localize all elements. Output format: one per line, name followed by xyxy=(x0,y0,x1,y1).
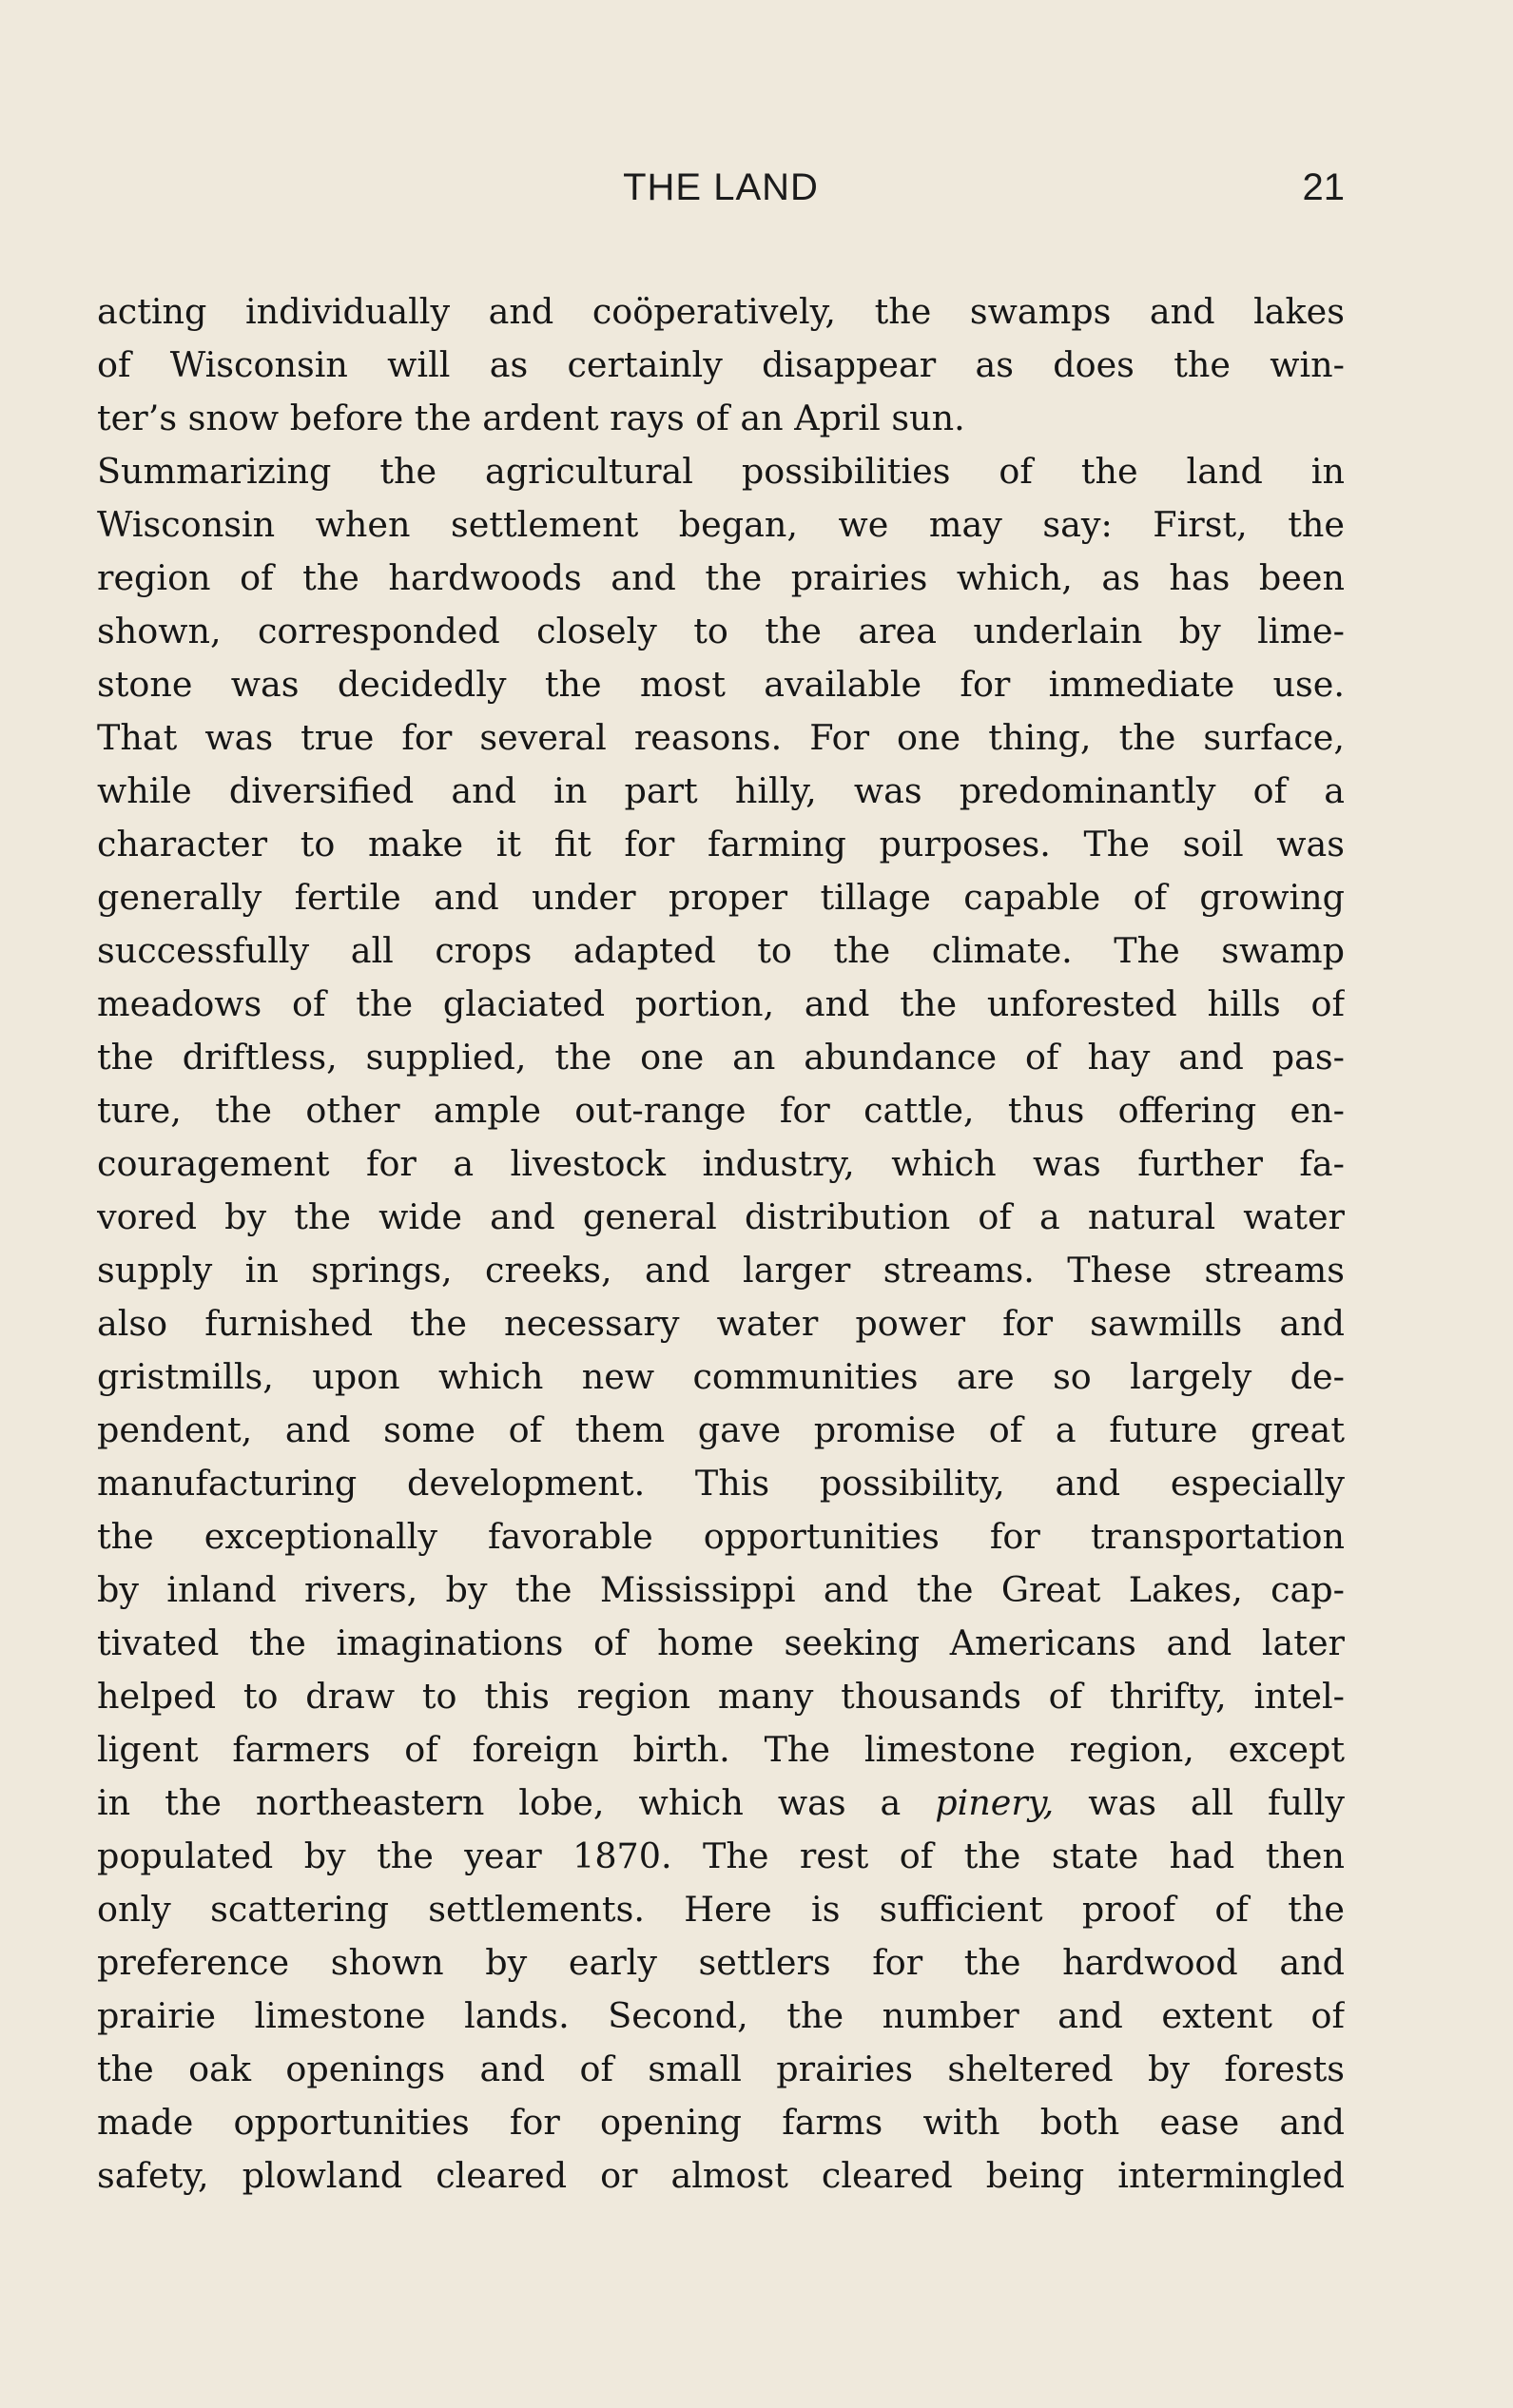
text-line: also furnished the necessary water power for sawmills and xyxy=(97,1303,1345,1344)
text-line: of Wisconsin will as certainly disappear as does the win- xyxy=(97,344,1345,385)
text-line: made opportunities for opening farms with both ease and xyxy=(97,2102,1345,2143)
text-line: the driftless, supplied, the one an abundance of hay and pas- xyxy=(97,1037,1345,1078)
text-line: manufacturing development. This possibility, and especially xyxy=(97,1463,1345,1504)
text-line: safety, plowland cleared or almost cleared being intermingled xyxy=(97,2155,1345,2196)
text-line: Summarizing the agricultural possibilities of the land in xyxy=(97,451,1345,492)
text-line: ture, the other ample out-range for cattle, thus offering en- xyxy=(97,1090,1345,1131)
text-line: while diversified and in part hilly, was predominantly of a xyxy=(97,770,1345,811)
chapter-title: THE LAND xyxy=(623,166,819,208)
text-line: character to make it fit for farming purposes. The soil was xyxy=(97,824,1345,864)
line-part: in the northeastern lobe, which was a xyxy=(97,1782,936,1823)
text-line: helped to draw to this region many thousands of thrifty, intel- xyxy=(97,1676,1345,1717)
page-number: 21 xyxy=(1302,166,1345,208)
text-line: the oak openings and of small prairies sheltered by forests xyxy=(97,2049,1345,2089)
text-line: shown, corresponded closely to the area underlain by lime- xyxy=(97,611,1345,651)
text-line: acting individually and coöperatively, the swamps and lakes xyxy=(97,291,1345,332)
text-line: populated by the year 1870. The rest of the state had then xyxy=(97,1835,1345,1876)
text-line: by inland rivers, by the Mississippi and the Great Lakes, cap- xyxy=(97,1569,1345,1610)
text-line: gristmills, upon which new communities are so largely de- xyxy=(97,1356,1345,1397)
text-line-with-italic xyxy=(97,1777,1345,1830)
body-text xyxy=(97,285,1345,2203)
text-line: meadows of the glaciated portion, and the unforested hills of xyxy=(97,983,1345,1024)
text-line: Wisconsin when settlement began, we may say: First, the xyxy=(97,504,1345,545)
text-line: tivated the imaginations of home seeking Americans and later xyxy=(97,1622,1345,1663)
text-line: prairie limestone lands. Second, the number and extent of xyxy=(97,1995,1345,2036)
text-line: ligent farmers of foreign birth. The limestone region, except xyxy=(97,1729,1345,1770)
italic-word: pinery, xyxy=(935,1782,1055,1823)
text-line: couragement for a livestock industry, which was further fa- xyxy=(97,1143,1345,1184)
text-line: the exceptionally favorable opportunities for transportation xyxy=(97,1516,1345,1557)
text-line: successfully all crops adapted to the climate. The swamp xyxy=(97,930,1345,971)
text-line: region of the hardwoods and the prairies which, as has been xyxy=(97,557,1345,598)
line-part: was all fully xyxy=(1054,1782,1345,1823)
text-line: preference shown by early settlers for the hardwood and xyxy=(97,1942,1345,1983)
text-line: stone was decidedly the most available for immediate use. xyxy=(97,664,1345,705)
text-line: supply in springs, creeks, and larger streams. These streams xyxy=(97,1250,1345,1291)
text-line: That was true for several reasons. For one thing, the surface, xyxy=(97,717,1345,758)
text-line: only scattering settlements. Here is sufficient proof of the xyxy=(97,1889,1345,1930)
text-line: vored by the wide and general distribution of a natural water xyxy=(97,1196,1345,1237)
text-line: ter’s snow before the ardent rays of an April sun. xyxy=(97,398,965,438)
running-head xyxy=(97,166,1345,223)
text-line: pendent, and some of them gave promise of a future great xyxy=(97,1409,1345,1450)
text-line: generally fertile and under proper tillage capable of growing xyxy=(97,877,1345,918)
